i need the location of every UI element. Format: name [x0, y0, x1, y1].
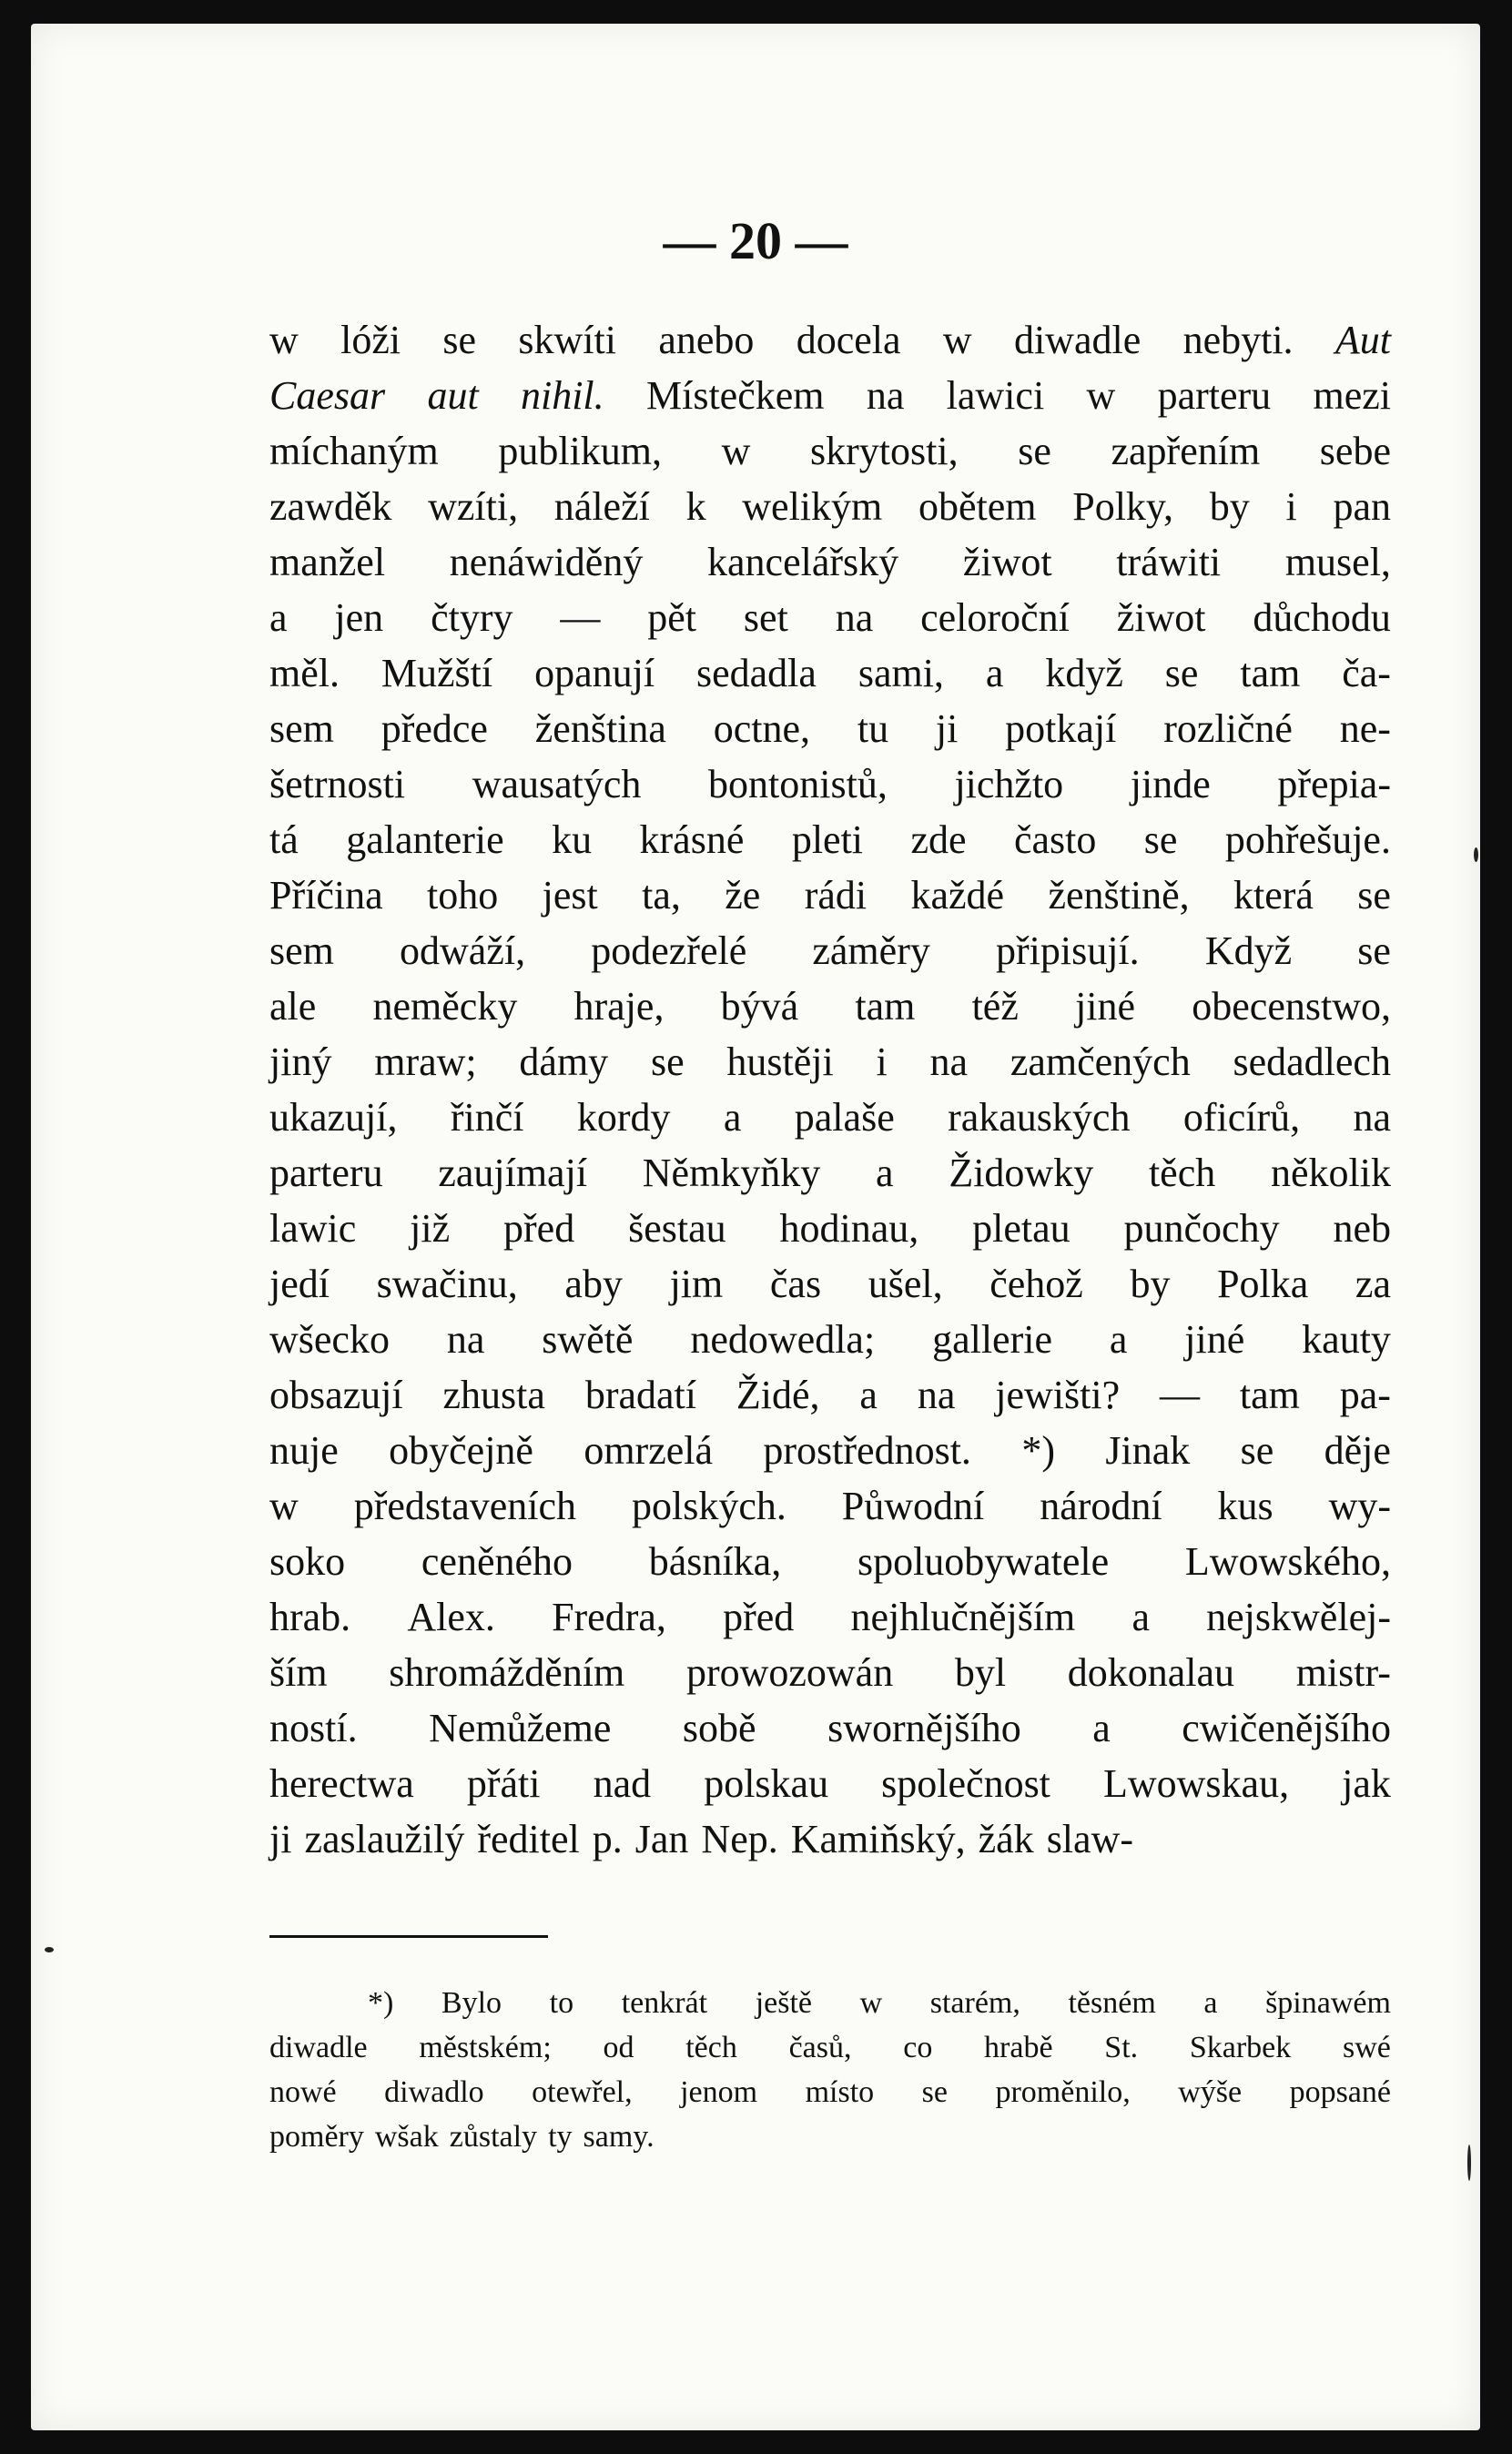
text-line: míchaným publikum, w skrytosti, se zapřením sebe: [269, 429, 1391, 473]
text-line: manžel nenáwiděný kancelářský žiwot tráwiti musel,: [269, 540, 1391, 584]
text-line: šetrnosti wausatých bontonistů, jichžto jinde přepia-: [269, 762, 1391, 806]
text-line: tá galanterie ku krásné pleti zde často se pohřešuje.: [269, 817, 1391, 862]
ink-speck: [1474, 847, 1478, 862]
text-line: herectwa přáti nad polskau společnost Lwowskau, jak: [269, 1761, 1391, 1806]
ink-speck: [45, 1947, 54, 1952]
text-line: soko ceněného básníka, spoluobywatele Lwowského,: [269, 1539, 1391, 1584]
text-line: ale neměcky hraje, bývá tam též jiné obecenstwo,: [269, 984, 1391, 1029]
footnote-divider: [269, 1935, 548, 1938]
text-line: wšecko na swětě nedowedla; gallerie a jiné kauty: [269, 1317, 1391, 1362]
text-line: parteru zaujímají Němkyňky a Židowky těch několik: [269, 1151, 1391, 1195]
main-text: [269, 312, 1391, 1867]
text-line: jedí swačinu, aby jim čas ušel, čehož by Polka za: [269, 1262, 1391, 1306]
text-line: lawic již před šestau hodinau, pletau punčochy neb: [269, 1206, 1391, 1251]
footnotes: [269, 1981, 1391, 2159]
book-page: [31, 24, 1480, 2430]
text-line: w lóži se skwíti anebo docela w diwadle nebyti. Aut: [269, 318, 1391, 362]
ink-speck: [1467, 2145, 1471, 2181]
footnote-line: diwadle městském; od těch časů, co hrabě St. Skarbek swé: [269, 2031, 1391, 2064]
text-line: ším shromážděním prowozowán byl dokonalau mistr-: [269, 1650, 1391, 1695]
text-line: sem předce ženština octne, tu ji potkají rozličné ne-: [269, 706, 1391, 751]
text-line: sem odwáží, podezřelé záměry připisují. Když se: [269, 928, 1391, 973]
text-line: Příčina toho jest ta, že rádi každé ženštině, která se: [269, 873, 1391, 918]
footnote-line: nowé diwadlo otewřel, jenom místo se proměnilo, wýše popsané: [269, 2075, 1391, 2109]
text-line: a jen čtyry — pět set na celoroční žiwot důchodu: [269, 595, 1391, 640]
text-line: hrab. Alex. Fredra, před nejhlučnějším a nejskwělej-: [269, 1595, 1391, 1639]
text-line: Caesar aut nihil. Místečkem na lawici w parteru mezi: [269, 373, 1391, 418]
footnote-line: *) Bylo to tenkrát ještě w starém, těsném a špinawém: [368, 1986, 1391, 2020]
text-line: jiný mraw; dámy se hustěji i na zamčených sedadlech: [269, 1039, 1391, 1084]
page-number: — 20 —: [663, 211, 848, 270]
text-line: ností. Nemůžeme sobě swornějšího a cwičenějšího: [269, 1706, 1391, 1750]
footnote-line: poměry wšak zůstaly ty samy.: [269, 2120, 655, 2154]
text-line: měl. Mužští opanují sedadla sami, a když se tam ča-: [269, 651, 1391, 695]
text-line: ji zaslaužilý ředitel p. Jan Nep. Kamiňský, žák slaw-: [269, 1817, 1133, 1861]
text-line: w představeních polských. Půwodní národní kus wy-: [269, 1484, 1391, 1528]
text-line: nuje obyčejně omrzelá prostřednost. *) Jinak se děje: [269, 1428, 1391, 1473]
text-line: zawděk wzíti, náleží k welikým obětem Polky, by i pan: [269, 484, 1391, 529]
text-line: obsazují zhusta bradatí Židé, a na jewišti? — tam pa-: [269, 1373, 1391, 1417]
text-line: ukazují, řinčí kordy a palaše rakauských oficírů, na: [269, 1095, 1391, 1140]
